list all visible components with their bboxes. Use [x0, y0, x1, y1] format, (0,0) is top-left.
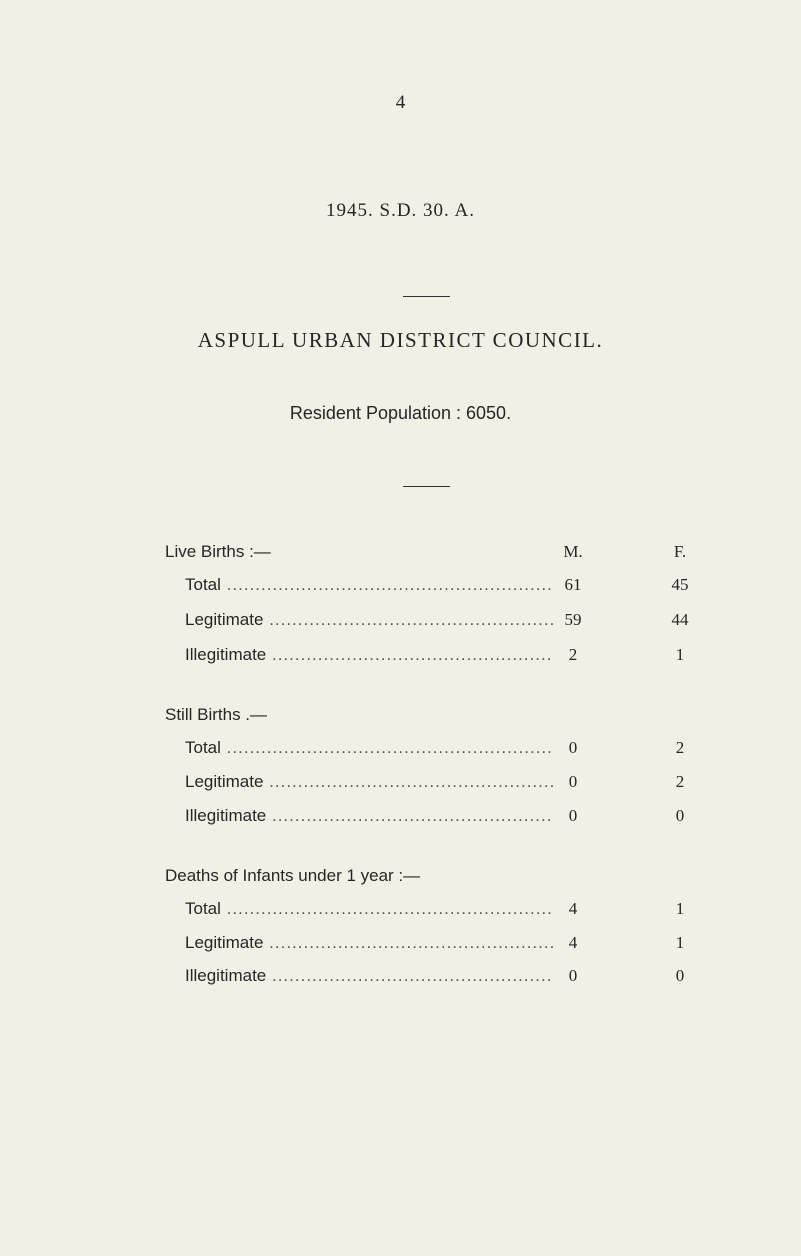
row-value-m: 4 — [568, 899, 578, 918]
live-births-row-illegitimate — [185, 645, 700, 669]
divider-top — [403, 296, 450, 297]
row-label: Illegitimate ..... — [185, 645, 553, 665]
still-births-heading: Still Births .— — [165, 705, 268, 724]
row-value-m: 0 — [568, 806, 578, 825]
row-label: Total ..... — [185, 899, 553, 919]
row-value-m: 4 — [568, 933, 578, 952]
row-value-m: 0 — [568, 738, 578, 757]
infant-deaths-row-illegitimate — [185, 966, 700, 990]
live-births-row-legitimate — [185, 610, 700, 634]
row-label: Illegitimate ..... — [185, 966, 553, 986]
row-value-f: 44 — [671, 610, 689, 629]
council-title: ASPULL URBAN DISTRICT COUNCIL. — [197, 328, 604, 352]
row-value-f: 1 — [675, 899, 685, 918]
still-births-row-total — [185, 738, 700, 762]
row-label: Illegitimate ..... — [185, 806, 553, 826]
column-header-m: M. — [563, 542, 583, 561]
row-label: Legitimate ..... — [185, 610, 553, 630]
page-number: 4 — [395, 92, 406, 113]
row-value-f: 1 — [675, 933, 685, 952]
divider-bottom — [403, 486, 450, 487]
row-value-f: 1 — [675, 645, 685, 664]
row-value-m: 0 — [568, 772, 578, 791]
row-label: Legitimate ..... — [185, 933, 553, 953]
infant-deaths-heading: Deaths of Infants under 1 year :— — [165, 866, 421, 885]
row-value-m: 0 — [568, 966, 578, 985]
infant-deaths-row-legitimate — [185, 933, 700, 957]
row-value-m: 2 — [568, 645, 578, 664]
still-births-row-illegitimate — [185, 806, 700, 830]
row-value-f: 2 — [675, 772, 685, 791]
column-header-f: F. — [673, 542, 687, 561]
document-reference: 1945. S.D. 30. A. — [326, 200, 475, 221]
resident-population: Resident Population : 6050. — [289, 403, 512, 423]
row-label: Total ..... — [185, 575, 553, 595]
row-value-m: 61 — [564, 575, 582, 594]
row-label: Legitimate ..... — [185, 772, 553, 792]
live-births-heading: Live Births :— — [165, 542, 271, 561]
row-value-f: 45 — [671, 575, 689, 594]
row-label: Total ..... — [185, 738, 553, 758]
row-value-f: 2 — [675, 738, 685, 757]
row-value-f: 0 — [675, 966, 685, 985]
live-births-row-total — [185, 575, 700, 599]
row-value-f: 0 — [675, 806, 685, 825]
still-births-row-legitimate — [185, 772, 700, 796]
infant-deaths-row-total — [185, 899, 700, 923]
row-value-m: 59 — [564, 610, 582, 629]
